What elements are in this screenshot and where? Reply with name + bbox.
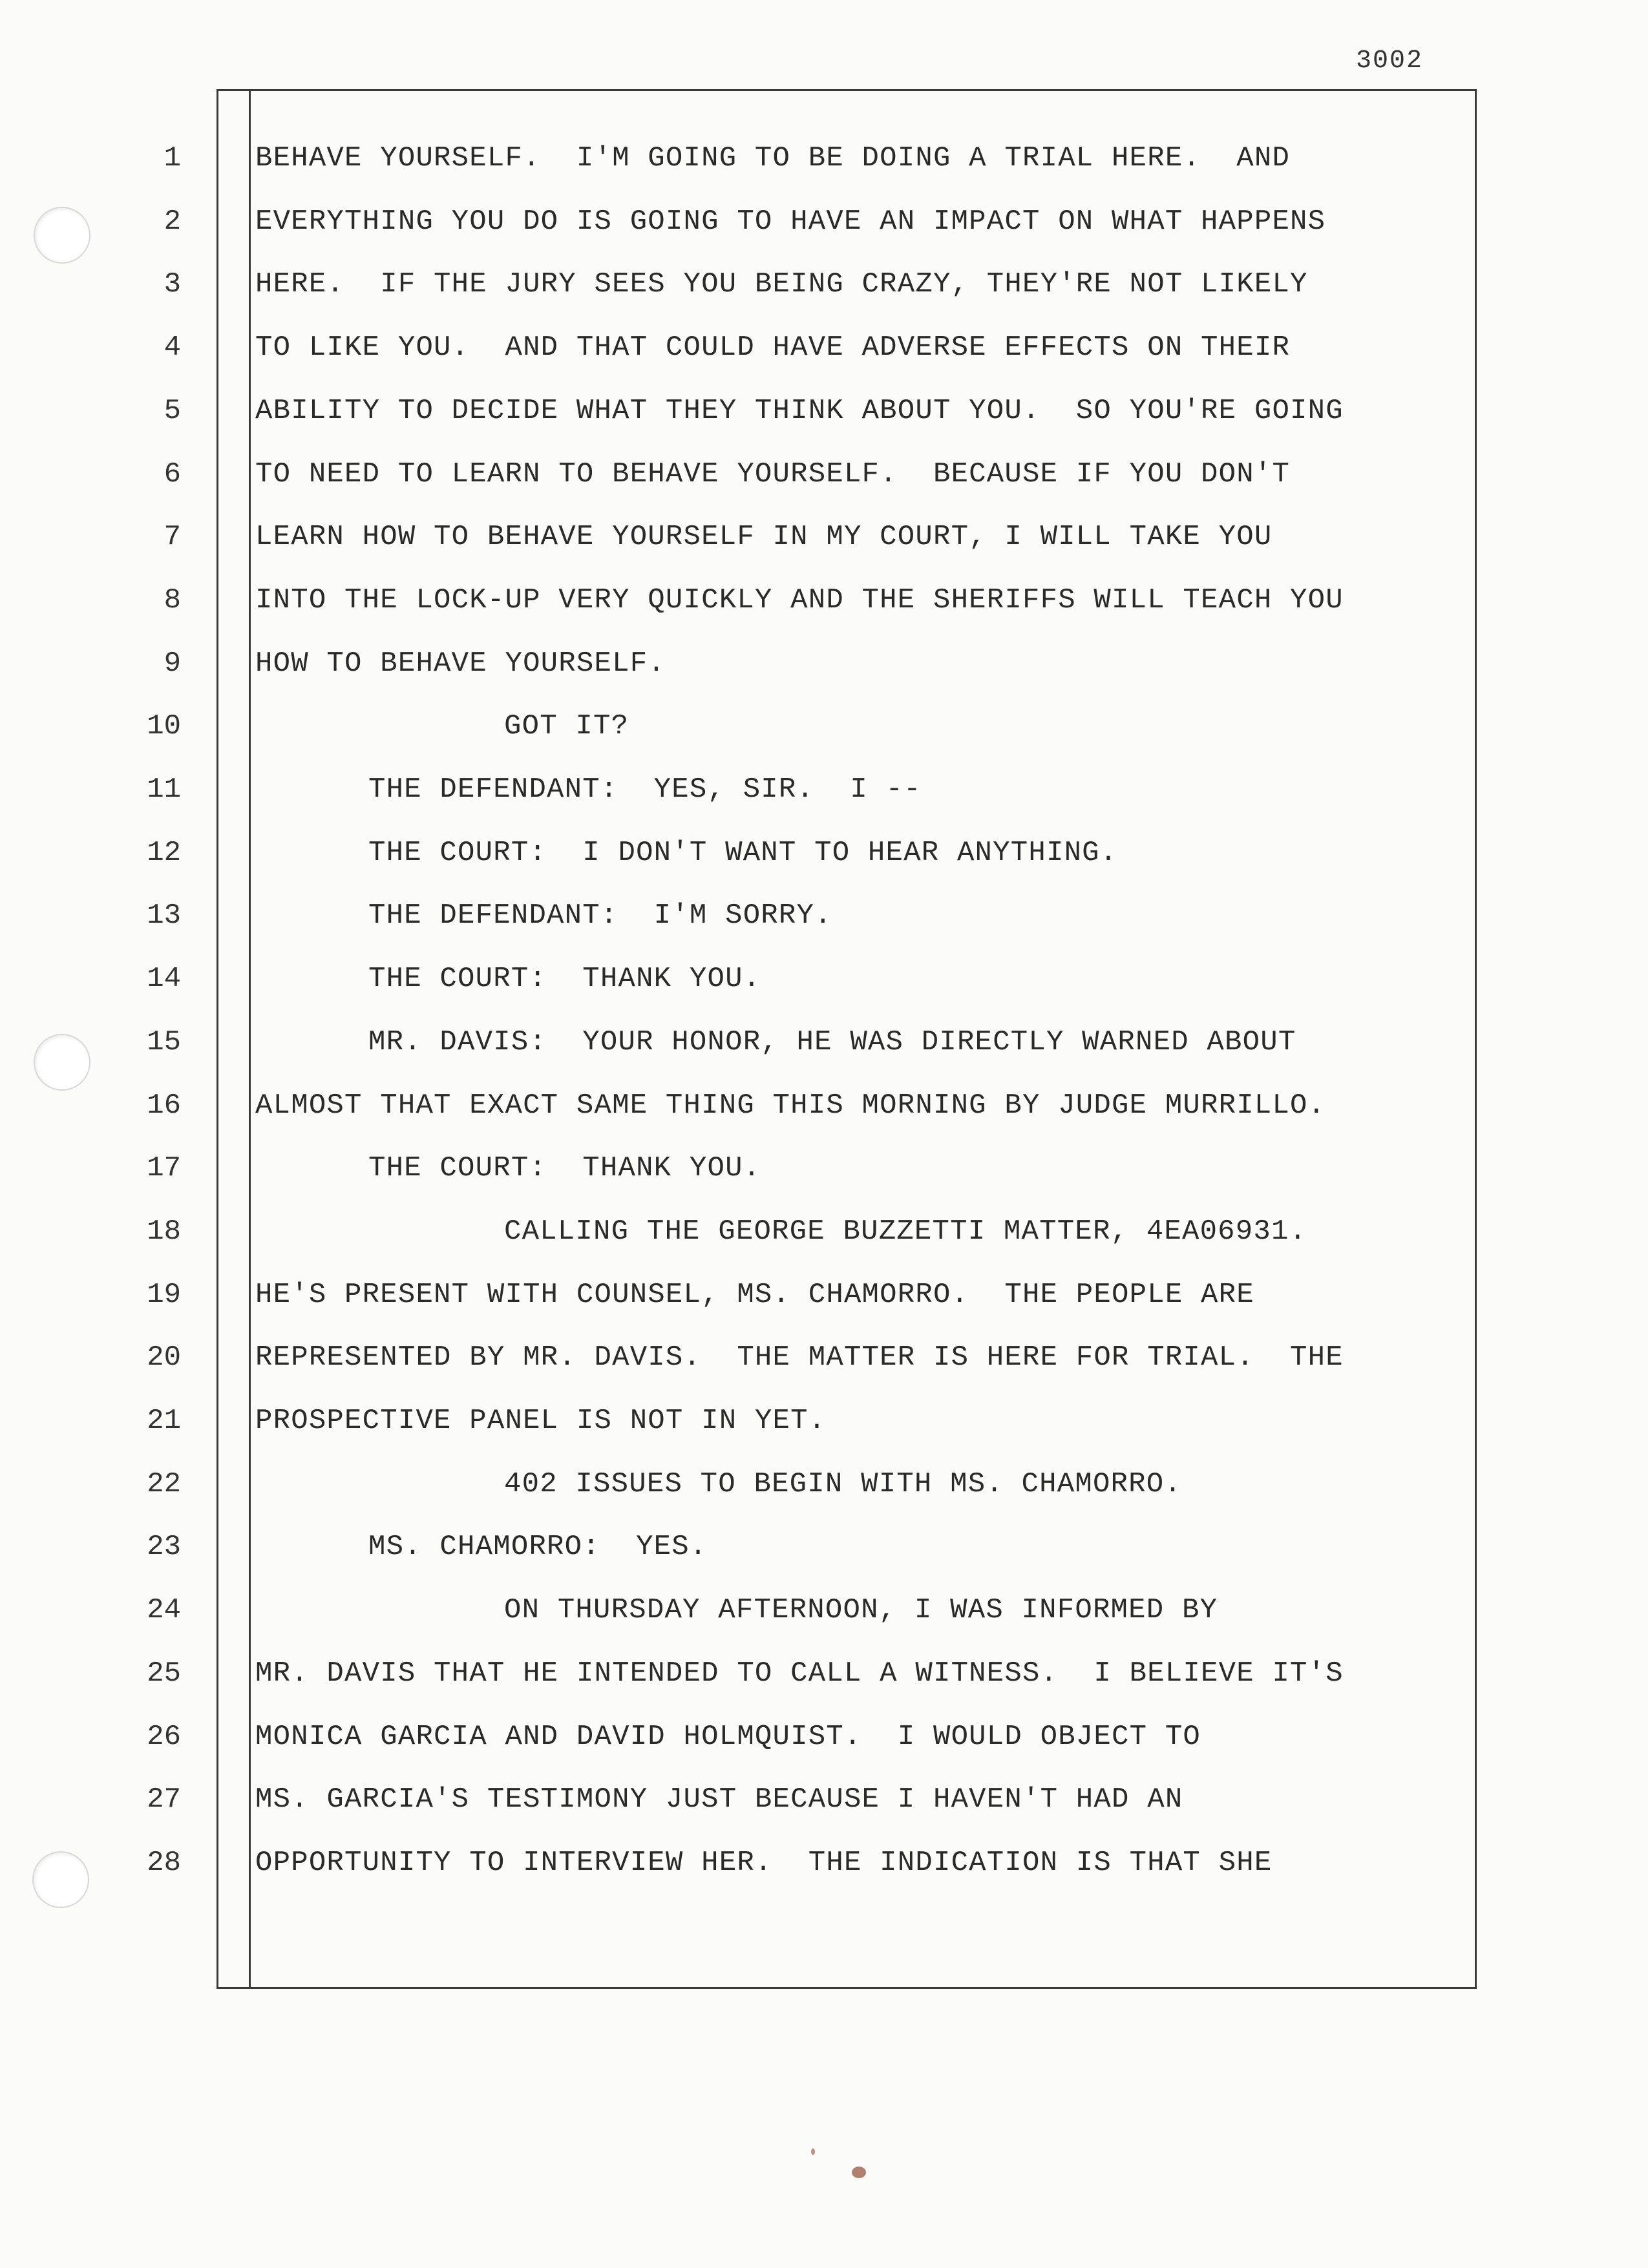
line-number: 1 [164, 142, 181, 174]
line-text: REPRESENTED BY MR. DAVIS. THE MATTER IS HERE FOR TRIAL. THE [255, 1341, 1344, 1374]
line-number: 4 [164, 331, 181, 364]
transcript-line [0, 1023, 1648, 1062]
transcript-line [0, 1149, 1648, 1188]
transcript-line [0, 1654, 1648, 1693]
transcript-line [0, 1402, 1648, 1440]
line-number: 7 [164, 521, 181, 553]
transcript-line [0, 834, 1648, 872]
line-number: 26 [147, 1721, 181, 1753]
transcript-line [0, 1717, 1648, 1756]
page-number: 3002 [1356, 47, 1424, 76]
line-number: 16 [147, 1089, 181, 1122]
line-text: MS. CHAMORRO: YES. [368, 1531, 708, 1563]
line-number: 8 [164, 584, 181, 616]
line-text: HE'S PRESENT WITH COUNSEL, MS. CHAMORRO. THE PEOPLE ARE [255, 1279, 1254, 1311]
line-number: 11 [147, 773, 181, 806]
line-text: MR. DAVIS: YOUR HONOR, HE WAS DIRECTLY WARNED ABOUT [368, 1026, 1296, 1058]
line-text: TO LIKE YOU. AND THAT COULD HAVE ADVERSE EFFECTS ON THEIR [255, 331, 1291, 364]
line-text: THE COURT: I DON'T WANT TO HEAR ANYTHING. [368, 837, 1118, 869]
line-text: HOW TO BEHAVE YOURSELF. [255, 647, 666, 680]
line-number: 9 [164, 647, 181, 680]
transcript-line [0, 1843, 1648, 1882]
line-number: 2 [164, 205, 181, 238]
line-text: PROSPECTIVE PANEL IS NOT IN YET. [255, 1405, 827, 1437]
line-number: 12 [147, 837, 181, 869]
transcript-line [0, 455, 1648, 494]
line-number: 19 [147, 1279, 181, 1311]
line-number: 10 [147, 710, 181, 742]
line-number: 25 [147, 1657, 181, 1690]
transcript-line [0, 328, 1648, 367]
line-text: 402 ISSUES TO BEGIN WITH MS. CHAMORRO. [504, 1468, 1182, 1500]
line-text: ALMOST THAT EXACT SAME THING THIS MORNING BY JUDGE MURRILLO. [255, 1089, 1326, 1122]
line-text: HERE. IF THE JURY SEES YOU BEING CRAZY, THEY'RE NOT LIKELY [255, 268, 1308, 300]
transcript-line [0, 1276, 1648, 1314]
line-number: 13 [147, 899, 181, 932]
line-text: OPPORTUNITY TO INTERVIEW HER. THE INDICATION IS THAT SHE [255, 1847, 1273, 1879]
line-text: GOT IT? [504, 710, 629, 742]
line-number: 20 [147, 1341, 181, 1374]
line-number: 3 [164, 268, 181, 300]
line-number: 24 [147, 1594, 181, 1626]
transcript-line [0, 960, 1648, 998]
line-number: 18 [147, 1215, 181, 1248]
transcript-line [0, 1780, 1648, 1819]
line-text: THE DEFENDANT: YES, SIR. I -- [368, 773, 922, 806]
line-number: 28 [147, 1847, 181, 1879]
transcript-line [0, 770, 1648, 809]
transcript-line [0, 707, 1648, 746]
line-text: BEHAVE YOURSELF. I'M GOING TO BE DOING A TRIAL HERE. AND [255, 142, 1291, 174]
line-text: MR. DAVIS THAT HE INTENDED TO CALL A WITNESS. I BELIEVE IT'S [255, 1657, 1344, 1690]
line-text: ON THURSDAY AFTERNOON, I WAS INFORMED BY [504, 1594, 1218, 1626]
line-text: ABILITY TO DECIDE WHAT THEY THINK ABOUT YOU. SO YOU'RE GOING [255, 395, 1344, 427]
transcript-line [0, 265, 1648, 304]
line-number: 23 [147, 1531, 181, 1563]
line-number: 17 [147, 1152, 181, 1184]
line-text: INTO THE LOCK-UP VERY QUICKLY AND THE SHERIFFS WILL TEACH YOU [255, 584, 1344, 616]
transcript-line [0, 1528, 1648, 1566]
line-number: 14 [147, 963, 181, 995]
paper-stain [852, 2167, 866, 2178]
line-number: 21 [147, 1405, 181, 1437]
line-text: MONICA GARCIA AND DAVID HOLMQUIST. I WOULD OBJECT TO [255, 1721, 1201, 1753]
transcript-line [0, 1338, 1648, 1377]
line-number: 5 [164, 395, 181, 427]
line-text: TO NEED TO LEARN TO BEHAVE YOURSELF. BECAUSE IF YOU DON'T [255, 458, 1291, 490]
line-text: THE COURT: THANK YOU. [368, 1152, 761, 1184]
transcript-line [0, 1212, 1648, 1251]
transcript-line [0, 1591, 1648, 1630]
transcript-line [0, 581, 1648, 620]
line-number: 22 [147, 1468, 181, 1500]
transcript-line [0, 392, 1648, 430]
line-text: EVERYTHING YOU DO IS GOING TO HAVE AN IMPACT ON WHAT HAPPENS [255, 205, 1326, 238]
transcript-line [0, 1086, 1648, 1125]
transcript-line [0, 518, 1648, 556]
line-text: CALLING THE GEORGE BUZZETTI MATTER, 4EA06931. [504, 1215, 1307, 1248]
line-number: 6 [164, 458, 181, 490]
line-number: 15 [147, 1026, 181, 1058]
line-number: 27 [147, 1783, 181, 1816]
transcript-line [0, 1465, 1648, 1504]
line-text: LEARN HOW TO BEHAVE YOURSELF IN MY COURT, I WILL TAKE YOU [255, 521, 1273, 553]
line-text: MS. GARCIA'S TESTIMONY JUST BECAUSE I HAVEN'T HAD AN [255, 1783, 1183, 1816]
transcript-line [0, 139, 1648, 178]
line-text: THE DEFENDANT: I'M SORRY. [368, 899, 832, 932]
line-text: THE COURT: THANK YOU. [368, 963, 761, 995]
transcript-line [0, 644, 1648, 683]
paper-stain [811, 2148, 815, 2155]
transcript-line [0, 896, 1648, 935]
transcript-line [0, 202, 1648, 241]
